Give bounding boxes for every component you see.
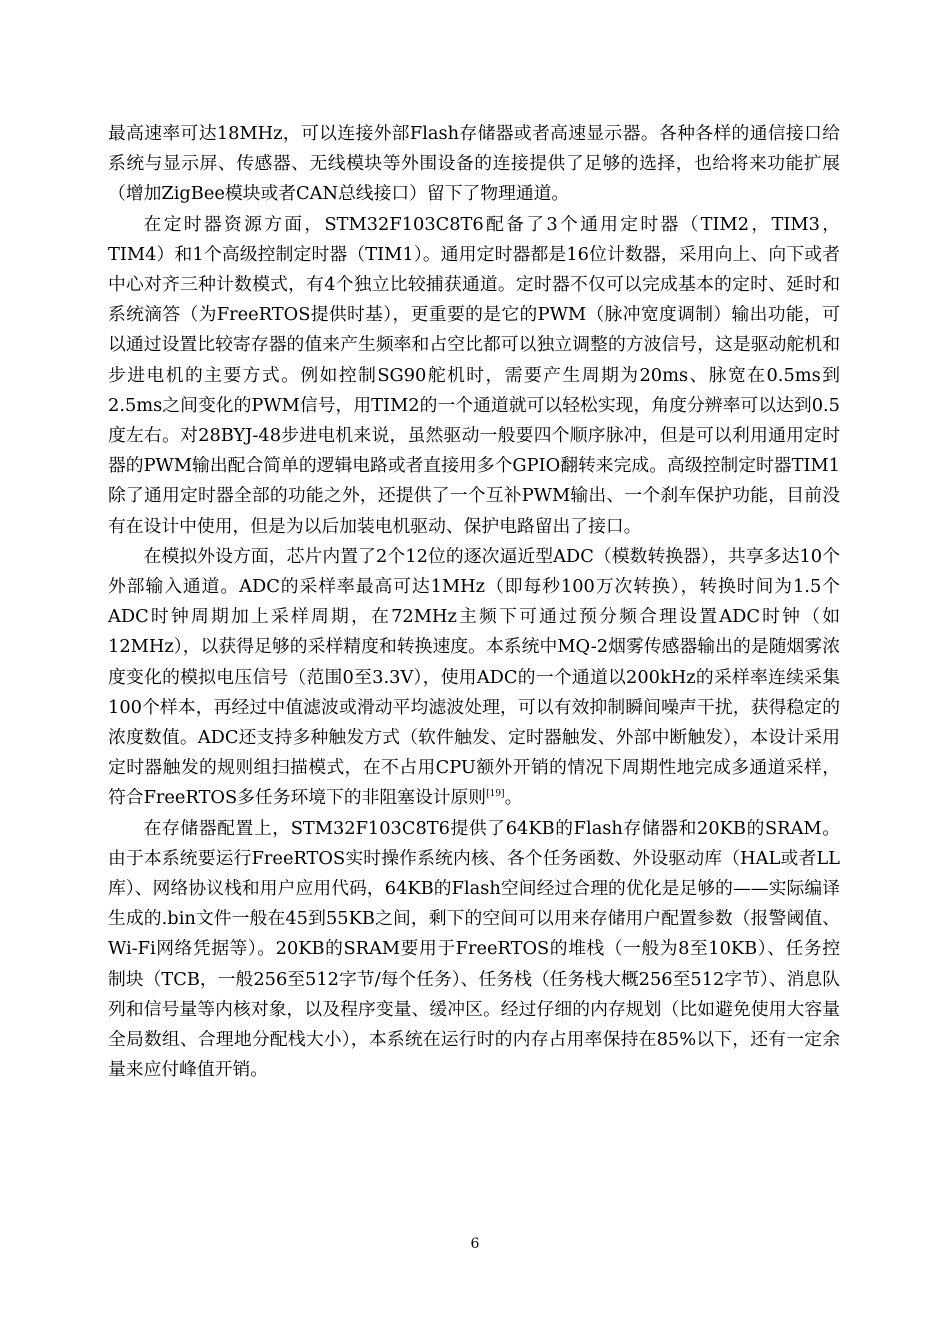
paragraph-timers: 在定时器资源方面，STM32F103C8T6配备了3个通用定时器（TIM2，TIM3，TIM4）和1个高级控制定时器（TIM1）。通用定时器都是16位计数器，采用向上、向下或者中心对齐三种计数模式，有4个独立比较捕获通道。定时器不仅可以完成基本的定时、延时和系统滴答（为FreeRTOS提供时基），更重要的是它的PWM（脉冲宽度调制）输出功能，可以通过设置比较寄存器的值来产生频率和占空比都可以独立调整的方波信号，这是驱动舵机和步进电机的主要方式。例如控制SG90舵机时，需要产生周期为20ms、脉宽在0.5ms到2.5ms之间变化的PWM信号，用TIM2的一个通道就可以轻松实现，角度分辨率可以达到0.5度左右。对28BYJ-48步进电机来说，虽然驱动一般要四个顺序脉冲，但是可以利用通用定时器的PWM输出配合简单的逻辑电路或者直接用多个GPIO翻转来完成。高级控制定时器TIM1除了通用定时器全部的功能之外，还提供了一个互补PWM输出、一个刹车保护功能，目前没有在设计中使用，但是为以后加装电机驱动、保护电路留出了接口。 <box>108 213 840 537</box>
page-number: 6 <box>470 1236 480 1252</box>
paragraph-adc-tail: 。 <box>504 787 523 809</box>
citation-reference: [19] <box>486 789 505 800</box>
paragraph-memory: 在存储器配置上，STM32F103C8T6提供了64KB的Flash存储器和20KB的SRAM。由于本系统要运行FreeRTOS实时操作系统内核、各个任务函数、外设驱动库（HAL或者LL库）、网络协议栈和用户应用代码，64KB的Flash空间经过合理的优化是足够的——实际编译生成的.bin文件一般在45到55KB之间，剩下的空间可以用来存储用户配置参数（报警阈值、Wi-Fi网络凭据等）。20KB的SRAM要用于FreeRTOS的堆栈（一般为8至10KB）、任务控制块（TCB，一般256至512字节/每个任务）、任务栈（任务栈大概256至512字节）、消息队列和信号量等内核对象，以及程序变量、缓冲区。经过仔细的内存规划（比如避免使用大容量全局数组、合理地分配栈大小），本系统在运行时的内存占用率保持在85%以下，还有一定余量来应付峰值开销。 <box>108 817 840 1081</box>
paragraph-adc <box>108 542 840 814</box>
paragraph-adc-text: 在模拟外设方面，芯片内置了2个12位的逐次逼近型ADC（模数转换器），共享多达10个外部输入通道。ADC的采样率最高可达1MHz（即每秒100万次转换），转换时间为1.5个ADC时钟周期加上采样周期，在72MHz主频下可通过预分频合理设置ADC时钟（如12MHz），以获得足够的采样精度和转换速度。本系统中MQ-2烟雾传感器输出的是随烟雾浓度变化的模拟电压信号（范围0至3.3V），使用ADC的一个通道以200kHz的采样率连续采集100个样本，再经过中值滤波或滑动平均滤波处理，可以有效抑制瞬间噪声干扰，获得稳定的浓度数值。ADC还支持多种触发方式（软件触发、定时器触发、外部中断触发），本设计采用定时器触发的规则组扫描模式，在不占用CPU额外开销的情况下周期性地完成多通道采样，符合FreeRTOS多任务环境下的非阻塞设计原则 <box>108 545 840 809</box>
paragraph-continuation: 最高速率可达18MHz，可以连接外部Flash存储器或者高速显示器。各种各样的通信接口给系统与显示屏、传感器、无线模块等外围设备的连接提供了足够的选择，也给将来功能扩展（增加ZigBee模块或者CAN总线接口）留下了物理通道。 <box>108 123 840 205</box>
document-body <box>108 119 840 1086</box>
